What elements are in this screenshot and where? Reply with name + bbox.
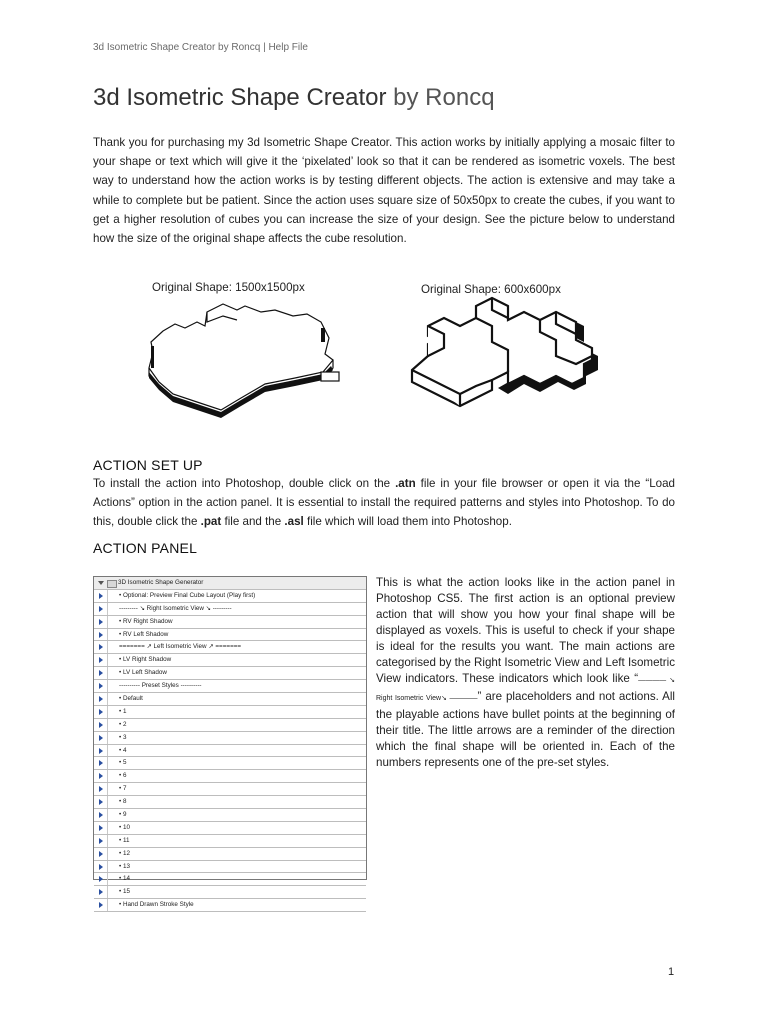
collapse-arrow-icon — [99, 593, 103, 599]
row-divider — [107, 861, 108, 873]
action-setup-heading: ACTION SET UP — [93, 457, 203, 473]
collapse-arrow-icon — [99, 851, 103, 857]
setup-text-4: file which will load them into Photoshop. — [303, 515, 512, 528]
title-main: 3d Isometric Shape Creator — [93, 84, 387, 111]
action-row — [94, 745, 366, 758]
action-row-label: • 11 — [119, 836, 130, 844]
row-divider — [107, 719, 108, 731]
row-divider — [107, 732, 108, 744]
action-row — [94, 641, 366, 654]
action-row-label: • 15 — [119, 888, 130, 896]
action-row — [94, 654, 366, 667]
action-row — [94, 873, 366, 886]
action-list — [94, 590, 366, 912]
action-row — [94, 796, 366, 809]
action-row — [94, 732, 366, 745]
collapse-arrow-icon — [99, 632, 103, 638]
collapse-arrow-icon — [99, 722, 103, 728]
figure-right-caption: Original Shape: 600x600px — [421, 283, 561, 296]
action-row — [94, 835, 366, 848]
intro-paragraph: Thank you for purchasing my 3d Isometric Shape Creator. This action works by initially applying a mosaic filter to your shape or text which will give it the ‘pixelated’ look so that it can be rendered as isometric voxels. The best way to understand how the action works is by testing different objects. The action is extensive and may take a while to complete but be patient. Since the action uses square size of 50x50px to create the cubes, if you want to get a higher resolution of cubes you can increase the size of your design. See the picture below to understand how the size of the original shape affects the cube resolution. — [93, 136, 675, 246]
collapse-arrow-icon — [99, 889, 103, 895]
row-divider — [107, 745, 108, 757]
page-title — [93, 84, 495, 112]
collapse-arrow-icon — [99, 876, 103, 882]
action-row — [94, 757, 366, 770]
row-divider — [107, 654, 108, 666]
action-row — [94, 770, 366, 783]
collapse-arrow-icon — [99, 709, 103, 715]
action-setup-paragraph — [93, 474, 675, 531]
action-row-label: --------- ↘ Right Isometric View ↘ --------- — [119, 604, 232, 612]
action-set-name: 3D Isometric Shape Generator — [118, 579, 204, 586]
row-divider — [107, 706, 108, 718]
action-row-label: • Hand Drawn Stroke Style — [119, 901, 194, 909]
collapse-arrow-icon — [99, 683, 103, 689]
collapse-arrow-icon — [99, 619, 103, 625]
setup-text-2: file in your file browser or open it via the “Load Actions” option in the action panel. It is essential to install the required patterns and styles into Photoshop. To do this, double click the — [93, 477, 675, 528]
expand-arrow-icon — [98, 581, 104, 585]
collapse-arrow-icon — [99, 644, 103, 650]
setup-atn-file: .atn — [395, 477, 416, 490]
row-divider — [107, 886, 108, 898]
collapse-arrow-icon — [99, 902, 103, 908]
row-divider — [107, 616, 108, 628]
action-row-label: • LV Left Shadow — [119, 669, 167, 677]
row-divider — [107, 770, 108, 782]
action-row-label: • 1 — [119, 707, 127, 715]
action-row-label: • 10 — [119, 823, 130, 831]
action-row-label: • 5 — [119, 759, 127, 767]
figure-left-caption: Original Shape: 1500x1500px — [152, 281, 305, 294]
action-row — [94, 667, 366, 680]
collapse-arrow-icon — [99, 799, 103, 805]
action-row — [94, 616, 366, 629]
action-row — [94, 719, 366, 732]
action-row-label: • LV Right Shadow — [119, 656, 172, 664]
row-divider — [107, 667, 108, 679]
row-divider — [107, 641, 108, 653]
collapse-arrow-icon — [99, 670, 103, 676]
action-row-label: • 9 — [119, 811, 127, 819]
action-row-label: • Optional: Preview Final Cube Layout (Play first) — [119, 591, 256, 599]
action-row-label: • 12 — [119, 849, 130, 857]
voxel-shape-600-figure — [408, 298, 604, 416]
panel-desc-2: ” are placeholders and not actions. All the playable actions have bullet points at the beginning of their title. The little arrows are a reminder of the direction which the final shape will be oriented in. Each of the numbers represents one of the pre-set styles. — [376, 690, 675, 769]
action-row — [94, 783, 366, 796]
row-divider — [107, 603, 108, 615]
row-divider — [107, 629, 108, 641]
action-row-label: • Default — [119, 695, 143, 703]
collapse-arrow-icon — [99, 825, 103, 831]
setup-text-3: file and the — [221, 515, 285, 528]
running-head-title: 3d Isometric Shape Creator — [93, 42, 216, 53]
collapse-arrow-icon — [99, 838, 103, 844]
row-divider — [107, 899, 108, 911]
action-row — [94, 590, 366, 603]
action-row — [94, 629, 366, 642]
action-row — [94, 693, 366, 706]
action-row-label: ---------- Preset Styles ---------- — [119, 682, 202, 690]
panel-desc-1: This is what the action looks like in the action panel in Photoshop CS5. The first action is an optional preview action that will show you how your final shape will be displayed as voxels. This is useful to check if your shape is ideal for the results you want. The main actions are categorised by the Right Isometric View and Left Isometric View indicators. These indicators which look like “ — [376, 576, 675, 685]
row-divider — [107, 809, 108, 821]
page-number: 1 — [668, 966, 675, 978]
action-row-label: • 4 — [119, 746, 127, 754]
row-divider — [107, 796, 108, 808]
action-set-row — [94, 577, 366, 590]
action-panel-heading: ACTION PANEL — [93, 540, 198, 556]
row-divider — [107, 835, 108, 847]
row-divider — [107, 848, 108, 860]
collapse-arrow-icon — [99, 606, 103, 612]
action-row — [94, 680, 366, 693]
row-divider — [107, 783, 108, 795]
collapse-arrow-icon — [99, 735, 103, 741]
setup-asl-file: .asl — [284, 515, 304, 528]
collapse-arrow-icon — [99, 760, 103, 766]
collapse-arrow-icon — [99, 864, 103, 870]
collapse-arrow-icon — [99, 812, 103, 818]
action-panel-screenshot — [93, 576, 367, 909]
collapse-arrow-icon — [99, 786, 103, 792]
row-divider — [107, 693, 108, 705]
action-row-label: • 8 — [119, 798, 127, 806]
action-row — [94, 809, 366, 822]
action-row-label: • 14 — [119, 875, 130, 883]
action-row — [94, 899, 366, 912]
row-divider — [107, 757, 108, 769]
action-row — [94, 603, 366, 616]
row-divider — [107, 590, 108, 602]
folder-icon — [107, 580, 117, 588]
title-author: by Roncq — [386, 84, 495, 111]
collapse-arrow-icon — [99, 773, 103, 779]
running-head-rest: by Roncq | Help File — [215, 42, 308, 53]
running-head — [93, 42, 308, 53]
indicator-example: ———— ↘ Right Isometric View↘ ———— — [376, 677, 676, 702]
setup-pat-file: .pat — [200, 515, 222, 528]
action-row — [94, 886, 366, 899]
action-row-label: • 13 — [119, 862, 130, 870]
action-row-label: • 6 — [119, 772, 127, 780]
action-row-label: • 3 — [119, 733, 127, 741]
row-divider — [107, 680, 108, 692]
action-row-label: • 7 — [119, 785, 127, 793]
action-row-label: • 2 — [119, 720, 127, 728]
collapse-arrow-icon — [99, 748, 103, 754]
row-divider — [107, 873, 108, 885]
action-row — [94, 706, 366, 719]
row-divider — [107, 822, 108, 834]
action-panel-description — [376, 575, 675, 771]
collapse-arrow-icon — [99, 696, 103, 702]
action-row — [94, 848, 366, 861]
setup-text-1: To install the action into Photoshop, double click on the — [93, 477, 396, 490]
action-row-label: • RV Right Shadow — [119, 617, 173, 625]
action-row — [94, 822, 366, 835]
collapse-arrow-icon — [99, 657, 103, 663]
action-row-label: • RV Left Shadow — [119, 630, 169, 638]
voxel-shape-1500-figure — [145, 298, 355, 430]
action-row — [94, 861, 366, 874]
action-row-label: ======= ↗ Left Isometric View ↗ ======= — [119, 643, 242, 651]
